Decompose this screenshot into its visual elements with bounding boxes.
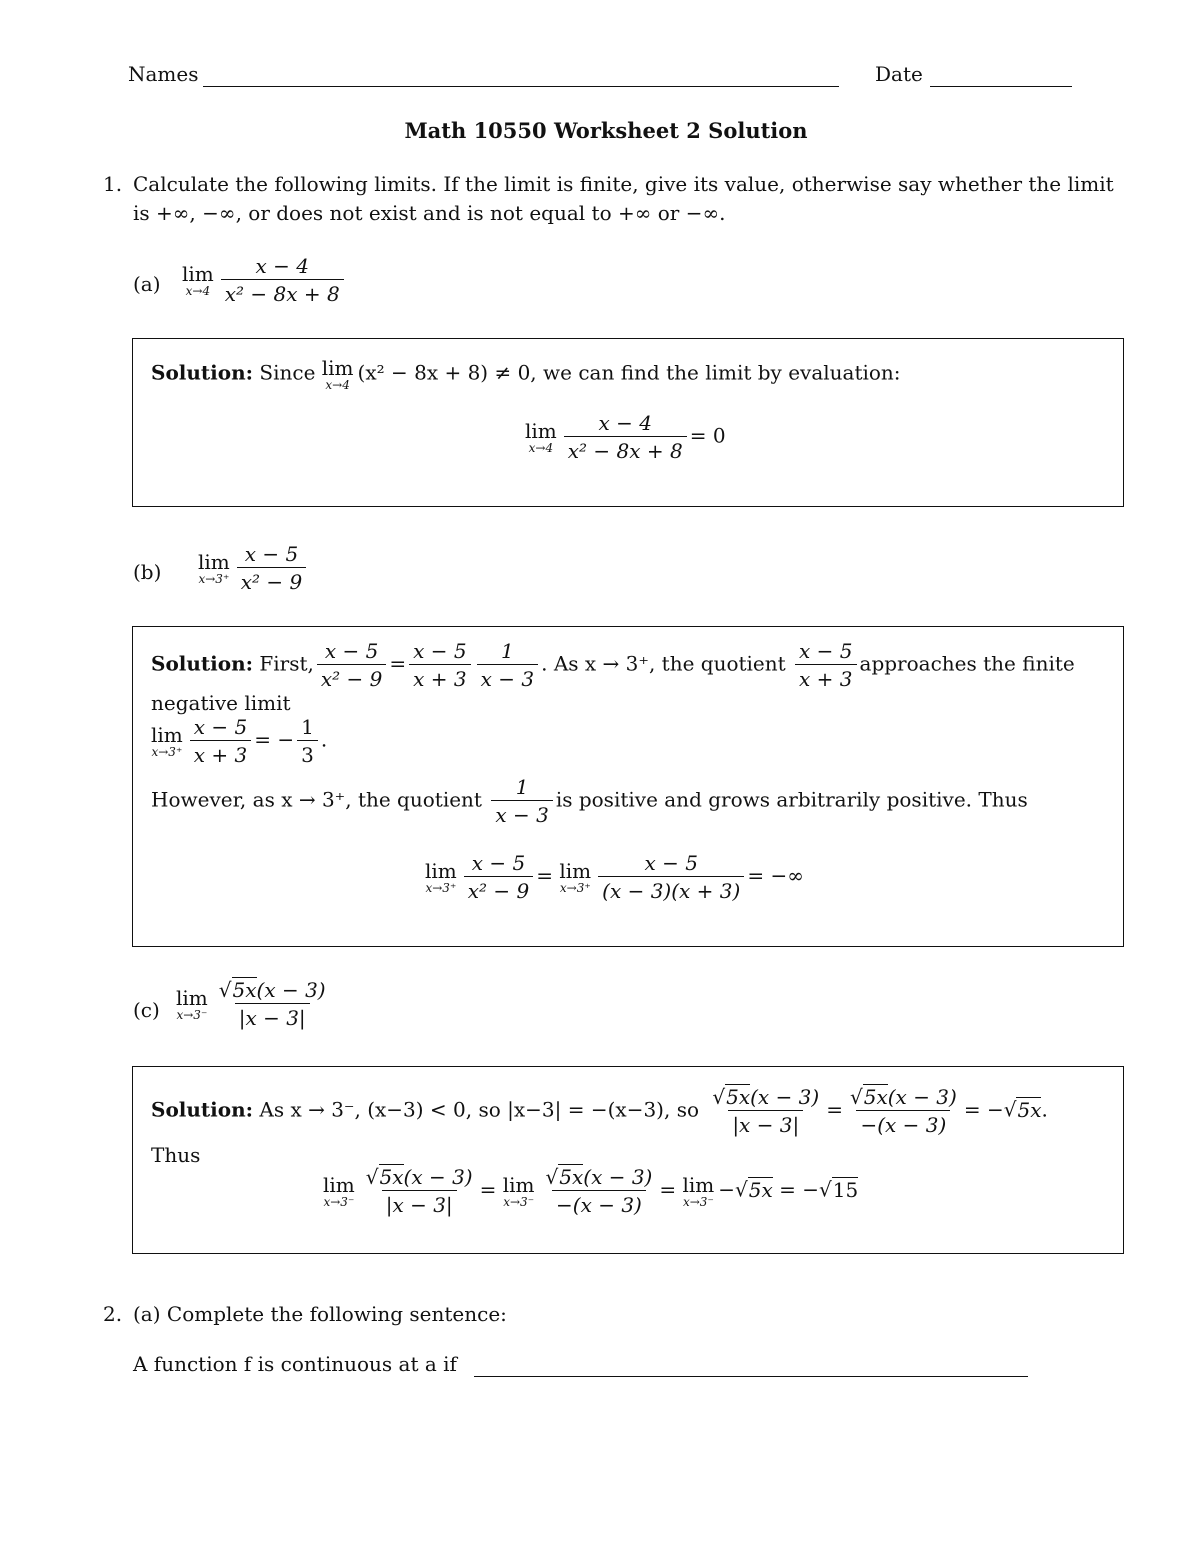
solution-box-c xyxy=(132,1066,1124,1254)
solution-b-display: lim x→3⁺ $\frac{x - 5}{\text{x² − 9}}$ = lim x→3⁺ $\frac{x - 5}{(x - 3)(x + 3)}$ = −∞ xyxy=(425,851,804,903)
solution-c-line1: Solution: As x → 3⁻, (x−3) < 0, so |x−3| = −(x−3), so $\frac{√5x(x - 3)}{|x - 3|}$ = $\frac{√5x(x - 3)}{-(x - 3)}$ = −√5x. xyxy=(151,1085,1048,1137)
solution-b-line4: However, as x → 3⁺, the quotient $\frac{1}{x - 3}$ is positive and grows arbitrarily positive. Thus xyxy=(151,775,1028,827)
continuity-answer-field[interactable] xyxy=(474,1376,1028,1377)
solution-box-a xyxy=(132,338,1124,507)
problem2-sentence: A function f is continuous at a if xyxy=(133,1352,457,1376)
solution-a-display: lim x→4 $\frac{x - 4}{\text{x² − 8x + 8}}$ = 0 xyxy=(525,411,726,463)
names-label: Names xyxy=(128,62,199,86)
problem2-part-a: (a) Complete the following sentence: xyxy=(133,1302,507,1326)
problem1-prompt-line2: is +∞, −∞, or does not exist and is not equal to +∞ or −∞. xyxy=(133,201,726,225)
solution-c-display: lim x→3⁻ $\frac{√5x(x - 3)}{|x - 3|}$ = lim x→3⁻ $\frac{√5x(x - 3)}{-(x - 3)}$ = lim x→3⁻ −√5x = −√15 xyxy=(323,1165,859,1217)
part-c-label: (c) xyxy=(133,998,160,1022)
solution-a-text: Solution: Since lim x→4 (x² − 8x + 8) ≠ 0, we can find the limit by evaluation: xyxy=(151,356,901,392)
solution-b-line3: lim x→3⁺ $\frac{x - 5}{x + 3}$ = − $\frac{1}{3}$ . xyxy=(151,715,328,767)
part-b-expression: lim x→3⁺ $\frac{x - 5}{\text{x² − 9}}$ xyxy=(198,542,309,594)
problem1-number: 1. xyxy=(103,172,123,196)
page-title: Math 10550 Worksheet 2 Solution xyxy=(404,118,808,143)
solution-box-b xyxy=(132,626,1124,947)
date-field[interactable] xyxy=(930,86,1072,87)
part-c-expression: lim x→3⁻ $\frac{√5x(x - 3)}{|x - 3|}$ xyxy=(176,978,326,1030)
names-field[interactable] xyxy=(203,86,839,87)
part-a-label: (a) xyxy=(133,272,161,296)
solution-c-thus: Thus xyxy=(151,1143,201,1167)
part-b-label: (b) xyxy=(133,560,162,584)
problem1-prompt-line1: Calculate the following limits. If the limit is finite, give its value, otherwise say whether the limit xyxy=(133,172,1114,196)
date-label: Date xyxy=(875,62,923,86)
problem2-number: 2. xyxy=(103,1302,123,1326)
solution-b-line1: Solution: First, $\frac{x - 5}{\text{x² − 9}}$ = $\frac{x - 5}{x + 3}$ $\frac{1}{x - 3}$ . As x → 3⁺, the quotient $\frac{x - 5}{x + 3}$ approaches the finite xyxy=(151,639,1075,691)
solution-b-line2: negative limit xyxy=(151,691,291,715)
part-a-expression: lim x→4 $\frac{x - 4}{\text{x² − 8x + 8}}$ xyxy=(182,254,347,306)
